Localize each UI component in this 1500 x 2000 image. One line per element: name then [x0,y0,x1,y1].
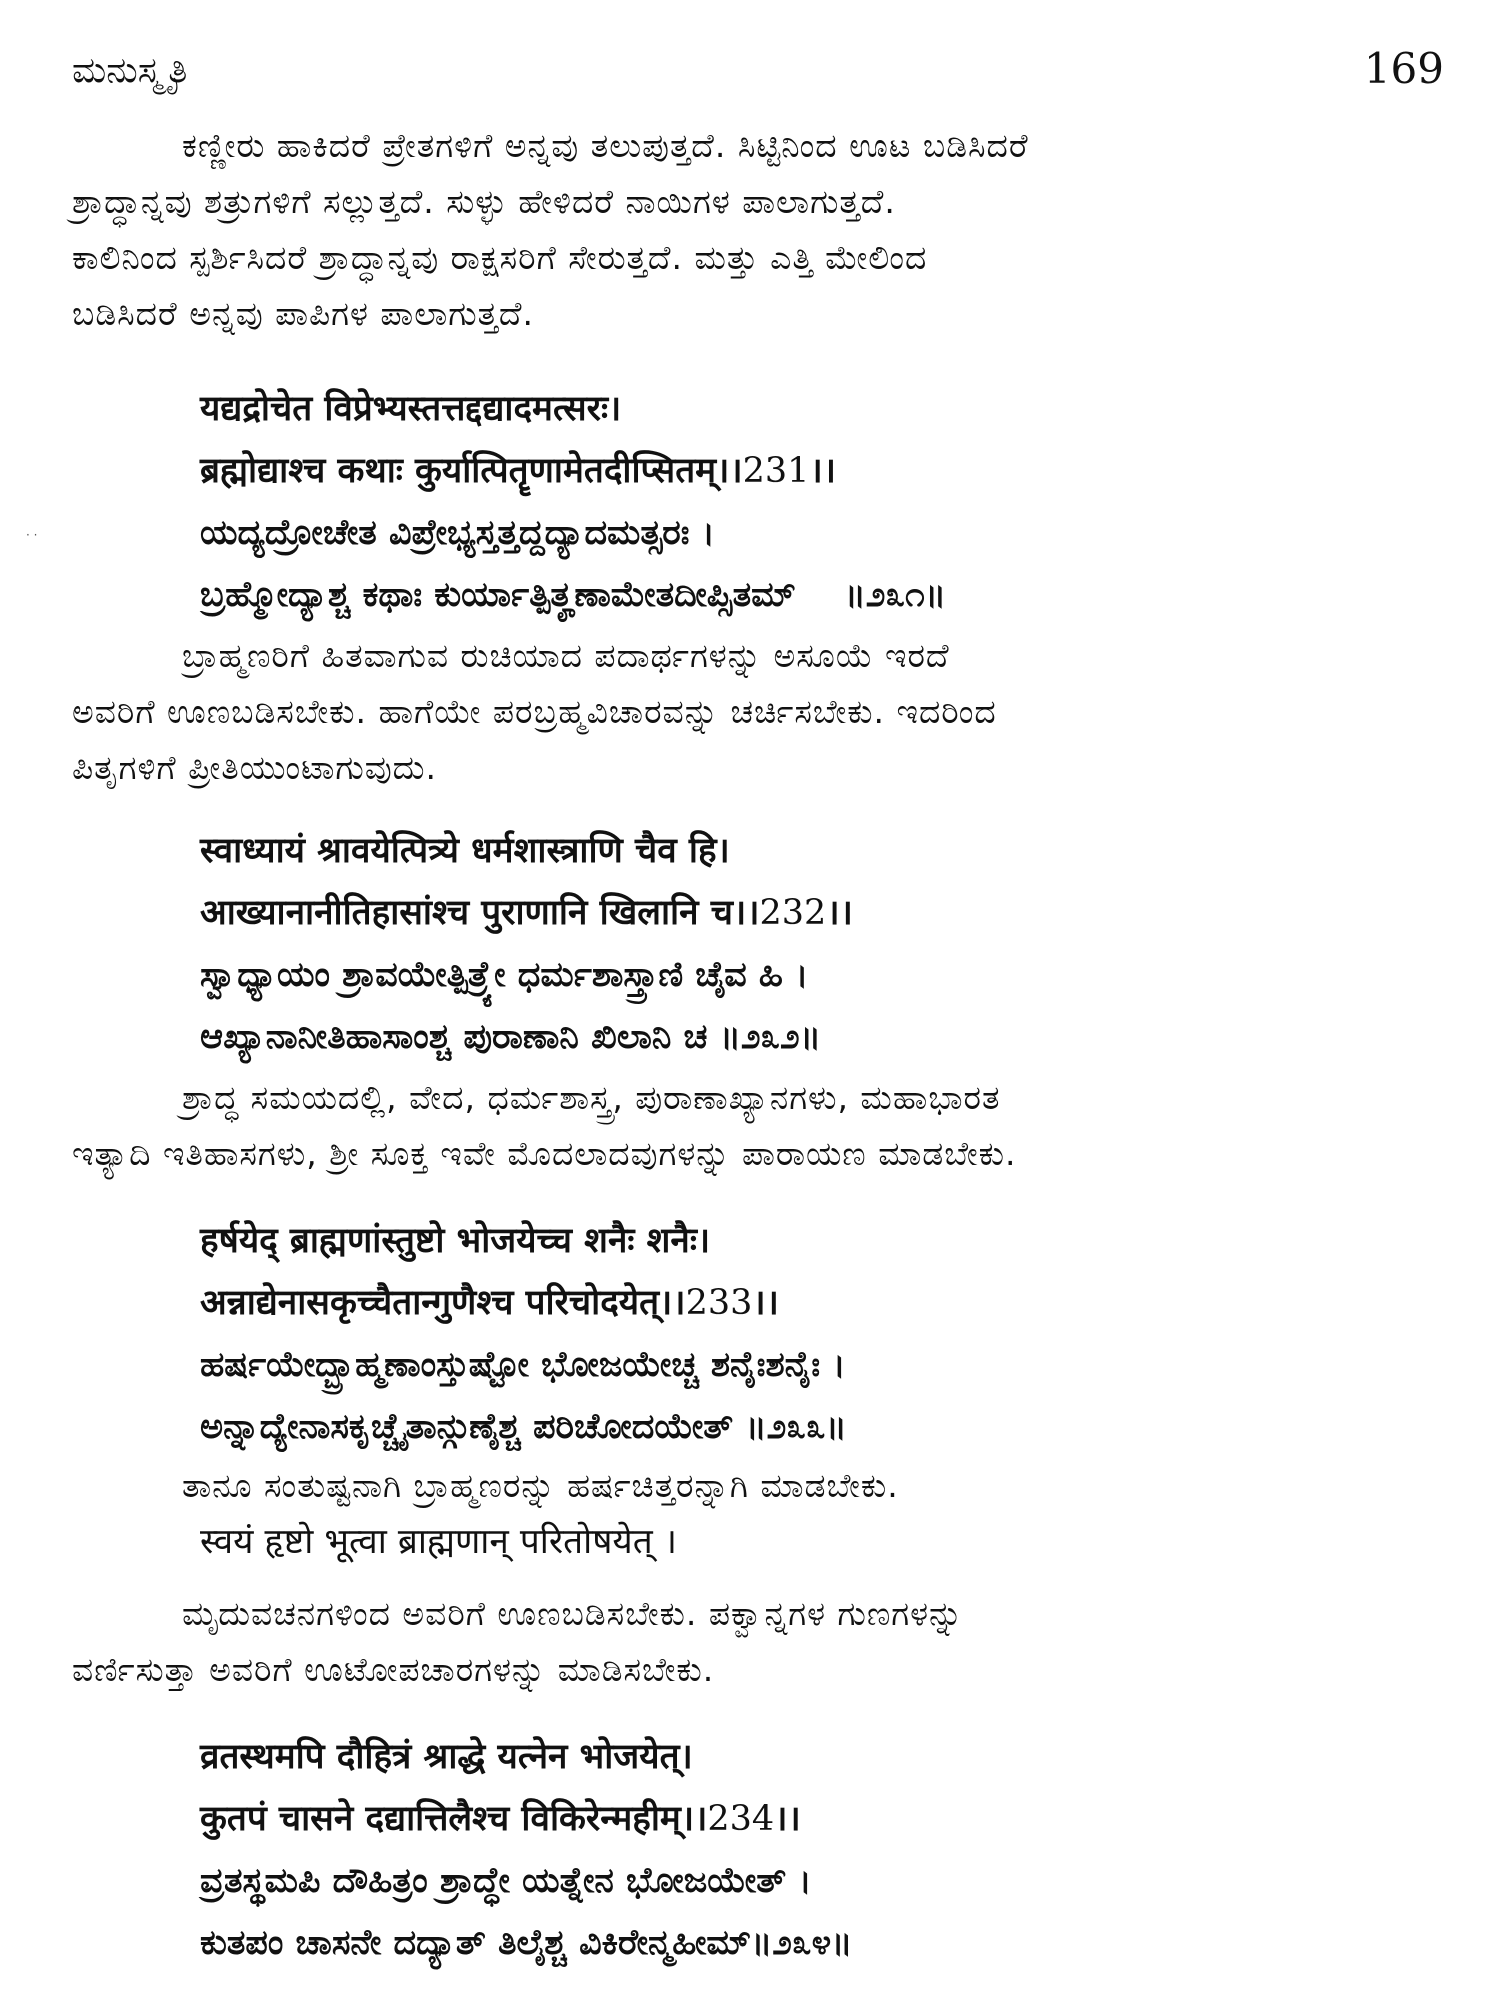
verse-devanagari-line [200,1272,1444,1334]
paragraph-line: ಶ್ರಾದ್ಧಾನ್ನವು ಶತ್ರುಗಳಿಗೆ ಸಲ್ಲುತ್ತದೆ. ಸುಳ್ಳು ಹೇಳಿದರೆ ನಾಯಿಗಳ ಪಾಲಾಗುತ್ತದೆ. [72,182,896,221]
paragraph-line: ಕಾಲಿನಿಂದ ಸ್ಪರ್ಶಿಸಿದರೆ ಶ್ರಾದ್ಧಾನ್ನವು ರಾಕ್ಷಸರಿಗೆ ಸೇರುತ್ತದೆ. ಮತ್ತು ಎತ್ತಿ ಮೇಲಿಂದ [72,238,928,277]
page-header [72,44,1444,100]
verse-number: 231 [742,451,810,491]
verse-kannada-line: ಹರ್ಷಯೇದ್ಬ್ರಾಹ್ಮಣಾಂಸ್ತುಷ್ಟೋ ಭೋಜಯೇಚ್ಚ ಶನೈಃಶನೈಃ । [200,1345,846,1385]
paragraph-2 [72,628,1444,796]
verse-kannada-line: ಸ್ವಾಧ್ಯಾಯಂ ಶ್ರಾವಯೇತ್ಪಿತ್ರ್ಯೇ ಧರ್ಮಶಾಸ್ತ್ರಾಣಿ ಚೈವ ಹಿ । [200,955,809,995]
verse-devanagari-line [200,1788,1444,1850]
paragraph-line: ಇತ್ಯಾದಿ ಇತಿಹಾಸಗಳು, ಶ್ರೀ ಸೂಕ್ತ ಇವೇ ಮೊದಲಾದವುಗಳನ್ನು ಪಾರಾಯಣ ಮಾಡಬೇಕು. [72,1134,1017,1173]
verse-232 [200,820,1444,1068]
verse-number: ॥೨೩೧॥ [844,575,947,615]
verse-end-mark: ।। [826,893,853,933]
verse-number: 232 [759,893,827,933]
paragraph-3 [72,1070,1444,1182]
verse-text: ಕುತಪಂ ಚಾಸನೇ ದದ್ಯಾತ್ ತಿಲೈಶ್ಚ ವಿಕಿರೇನ್ಮಹೀಮ್ [200,1923,752,1963]
verse-number: ॥೨೩೨॥ [719,1017,822,1057]
verse-number: 233 [685,1283,753,1323]
verse-text: ब्रह्मोद्याश्च कथाः कुर्यात्पितॄणामेतदीप्सितम्।। [200,451,743,491]
paragraph-line: ತಾನೂ ಸಂತುಷ್ಟನಾಗಿ ಬ್ರಾಹ್ಮಣರನ್ನು ಹರ್ಷಚಿತ್ತರನ್ನಾಗಿ ಮಾಡಬೇಕು. [182,1466,899,1505]
verse-text: अन्नाद्येनासकृच्चैतान्गुणैश्च परिचोदयेत्।। [200,1283,686,1323]
sanskrit-quote: स्वयं हृष्टो भूत्वा ब्राह्मणान् परितोषयेत् । [200,1522,678,1562]
verse-kannada-line: ಯದ್ಯದ್ರೋಚೇತ ವಿಪ್ರೇಭ್ಯಸ್ತತ್ತದ್ದದ್ಯಾದಮತ್ಸರಃ । [200,513,715,553]
verse-231 [200,378,1444,626]
verse-devanagari-line [200,882,1444,944]
verse-devanagari-line: स्वाध्यायं श्रावयेत्पित्र्ये धर्मशास्त्राणि चैव हि। [200,831,730,871]
verse-text: ಅನ್ನಾದ್ಯೇನಾಸಕೃಚ್ಚೈತಾನ್ಗುಣೈಶ್ಚ ಪರಿಚೋದಯೇತ್ [200,1407,734,1447]
verse-kannada-line [200,1006,1444,1068]
verse-text: ಆಖ್ಯಾನಾನೀತಿಹಾಸಾಂಶ್ಚ ಪುರಾಣಾನಿ ಖಿಲಾನಿ ಚ [200,1017,708,1057]
paragraph-line: ಬ್ರಾಹ್ಮಣರಿಗೆ ಹಿತವಾಗುವ ರುಚಿಯಾದ ಪದಾರ್ಥಗಳನ್ನು ಅಸೂಯೆ ಇರದೆ [182,636,950,675]
verse-number: 234 [707,1799,775,1839]
paragraph-1 [72,118,1444,342]
paragraph-line: ವರ್ಣಿಸುತ್ತಾ ಅವರಿಗೆ ಊಟೋಪಚಾರಗಳನ್ನು ಮಾಡಿಸಬೇಕು. [72,1650,715,1689]
verse-233 [200,1210,1444,1458]
verse-end-mark: ।। [752,1283,779,1323]
paragraph-5 [72,1586,1444,1698]
verse-devanagari-line: हर्षयेद् ब्राह्मणांस्तुष्टो भोजयेच्च शनैः शनैः। [200,1221,711,1261]
verse-text: ಬ್ರಹ್ಮೋದ್ಯಾಶ್ಚ ಕಥಾಃ ಕುರ್ಯಾತ್ಪಿತೄಣಾಮೇತದೀಪ್ಸಿತಮ್ [200,575,796,615]
verse-number: ॥೨೩೩॥ [745,1407,847,1447]
verse-kannada-line [200,1912,1444,1974]
verse-devanagari-line: यद्यद्रोचेत विप्रेभ्यस्तत्तद्दद्यादमत्सरः। [200,389,622,429]
paragraph-4 [72,1458,1444,1514]
verse-234 [200,1726,1444,1974]
verse-kannada-line [200,1396,1444,1458]
paragraph-line: ಕಣ್ಣೀರು ಹಾಕಿದರೆ ಪ್ರೇತಗಳಿಗೆ ಅನ್ನವು ತಲುಪುತ್ತದೆ. ಸಿಟ್ಟಿನಿಂದ ಊಟ ಬಡಿಸಿದರೆ [182,126,1029,165]
verse-number: ॥೨೩೪॥ [751,1923,853,1963]
paragraph-line: ಅವರಿಗೆ ಊಣಬಡಿಸಬೇಕು. ಹಾಗೆಯೇ ಪರಬ್ರಹ್ಮವಿಚಾರವನ್ನು ಚರ್ಚಿಸಬೇಕು. ಇದರಿಂದ [72,692,997,731]
paragraph-line: ಬಡಿಸಿದರೆ ಅನ್ನವು ಪಾಪಿಗಳ ಪಾಲಾಗುತ್ತದೆ. [72,294,534,333]
verse-devanagari-line [200,440,1444,502]
verse-kannada-line [200,564,1444,626]
paragraph-line: ಶ್ರಾದ್ಧ ಸಮಯದಲ್ಲಿ, ವೇದ, ಧರ್ಮಶಾಸ್ತ್ರ, ಪುರಾಣಾಖ್ಯಾನಗಳು, ಮಹಾಭಾರತ [182,1078,1001,1117]
margin-speck: · · [26,528,38,542]
verse-text: आख्यानानीतिहासांश्च पुराणानि खिलानि च।। [200,893,760,933]
page-number: 169 [1363,44,1444,93]
verse-kannada-line: ವ್ರತಸ್ಥಮಪಿ ದೌಹಿತ್ರಂ ಶ್ರಾದ್ಧೇ ಯತ್ನೇನ ಭೋಜಯೇತ್ । [200,1861,812,1901]
paragraph-line: ಮೃದುವಚನಗಳಿಂದ ಅವರಿಗೆ ಊಣಬಡಿಸಬೇಕು. ಪಕ್ವಾನ್ನಗಳ ಗುಣಗಳನ್ನು [182,1594,964,1633]
paragraph-line: ಪಿತೃಗಳಿಗೆ ಪ್ರೀತಿಯುಂಟಾಗುವುದು. [72,748,437,787]
verse-text: कुतपं चासने दद्यात्तिलैश्च विकिरेन्महीम्।। [200,1799,708,1839]
verse-devanagari-line: व्रतस्थमपि दौहित्रं श्राद्धे यत्नेन भोजयेत्। [200,1737,693,1777]
verse-end-mark: ।। [774,1799,801,1839]
running-title: ಮನುಸ್ಮೃತಿ [72,50,188,91]
verse-end-mark: ।। [809,451,836,491]
